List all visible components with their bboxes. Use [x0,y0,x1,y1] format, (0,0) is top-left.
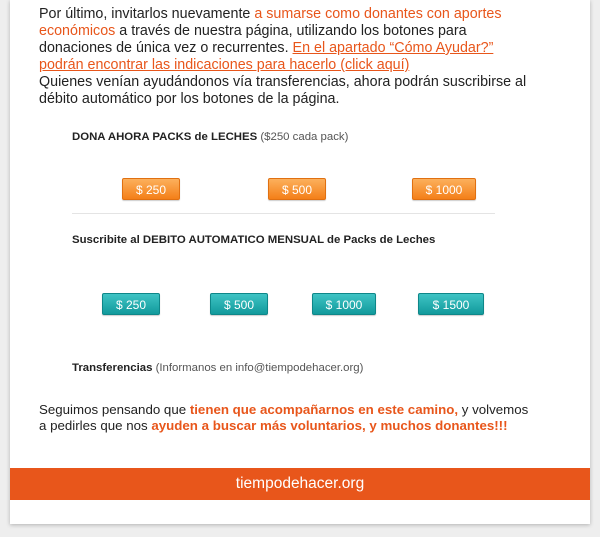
monthly-250-button[interactable]: $ 250 [102,293,160,315]
closing-text-1: Seguimos pensando que [39,402,190,417]
closing-paragraph [39,402,539,434]
monthly-1000-button[interactable]: $ 1000 [312,293,376,315]
closing-highlight-2: ayuden a buscar más voluntarios, y muchos donantes!!! [151,418,508,433]
footer-bar [10,468,590,500]
intro-paragraph [39,6,539,108]
transfer-label [72,362,363,374]
transfer-label-note: (Informanos en info@tiempodehacer.org) [152,362,364,374]
closing-text-2: y volvemos a pedirles que nos [39,402,529,433]
footer-site-link[interactable]: tiempodehacer.org [235,475,365,492]
intro-highlight: a sumarse como donantes con aportes económicos [39,6,502,39]
monthly-500-button[interactable]: $ 500 [210,293,268,315]
monthly-label: Suscribite al DEBITO AUTOMATICO MENSUAL de Packs de Leches [72,234,436,246]
donate-pack-1000-button[interactable]: $ 1000 [412,178,476,200]
packs-label-note: ($250 cada pack) [257,131,349,143]
donate-pack-250-button[interactable]: $ 250 [122,178,180,200]
donate-pack-500-button[interactable]: $ 500 [268,178,326,200]
packs-label [72,131,348,143]
packs-label-title: DONA AHORA PACKS de LECHES [72,131,258,143]
intro-text-3: Quienes venían ayudándonos vía transferencias, ahora podrán suscribirse al débito automático por los botones de la página. [39,74,527,107]
intro-text-1: Por último, invitarlos nuevamente [39,6,255,22]
closing-highlight-1: tienen que acompañarnos en este camino, [189,402,459,417]
intro-text-2: a través de nuestra página, utilizando los botones para donaciones de única vez o recurrentes. [39,23,467,56]
how-to-help-link[interactable]: En el apartado “Cómo Ayudar?” podrán encontrar las indicaciones para hacerlo (click aquí) [39,40,494,73]
transfer-label-title: Transferencias [72,362,153,374]
monthly-1500-button[interactable]: $ 1500 [418,293,484,315]
section-divider [72,213,495,214]
